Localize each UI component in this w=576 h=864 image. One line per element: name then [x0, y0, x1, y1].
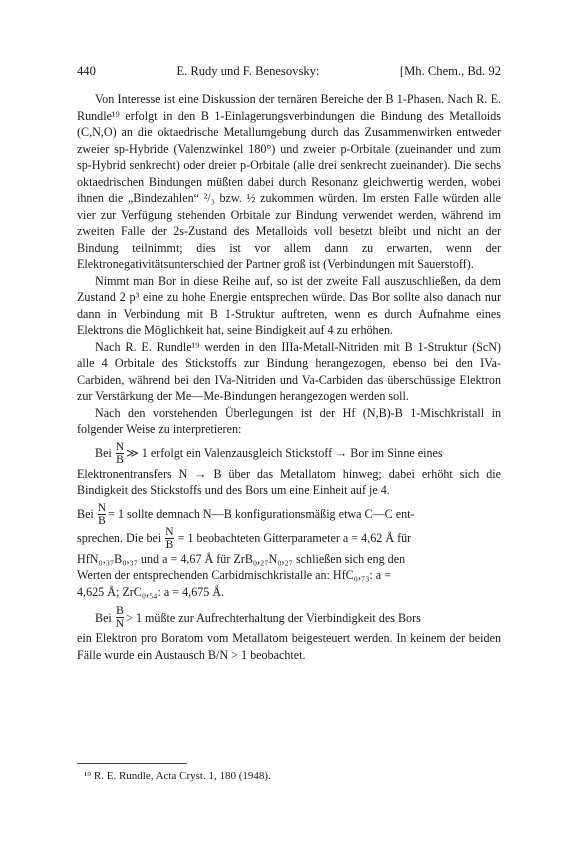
case-2-line-2	[77, 527, 501, 551]
header-journal: [Mh. Chem., Bd. 92	[399, 64, 501, 78]
paragraph-4: Nach den vorstehenden Überlegungen ist der Hf (N,B)-B 1-Mischkristall in folgender Weise zu interpretieren:	[77, 405, 501, 436]
footnote-19: ¹⁹ R. E. Rundle, Acta Cryst. 1, 180 (1948).	[84, 770, 271, 782]
case-2-text: = 1 sollte demnach N—B konfigurationsmäßig etwa C—C ent-	[108, 507, 415, 522]
running-header	[77, 63, 501, 81]
case-b-over-n-gt-1	[77, 606, 501, 630]
case-1-text: ≫ 1 erfolgt ein Valenzausgleich Stickstoff → Bor im Sinne eines	[126, 446, 443, 461]
fraction-denominator: B	[116, 453, 124, 466]
footnote-rule	[77, 763, 187, 764]
paragraph-3: Nach R. E. Rundle¹⁹ werden in den IIIa-Metall-Nitriden mit B 1-Struktur (ScN) alle 4 Orbitale des Stickstoffs zur Bindung herangezogen, ebenso bei den IVa-Carbiden, während bei den IVa-Nitriden und Va-Carbiden das überschüssige Elektron zur Verstärkung der Me—Me-Bindungen herangezogen werden soll.	[77, 339, 501, 403]
case-1-continuation: Elektronentransfers N → B über das Metallatom hinweg; dabei erhöht sich die Bindigkeit des Stickstoffs und des Bors um eine Einheit auf je 4.	[77, 466, 501, 497]
case-3-text: > 1 müßte zur Aufrechterhaltung der Vierbindigkeit des Bors	[126, 610, 421, 625]
fraction-n-over-b	[165, 527, 173, 551]
paragraph-2: Nimmt man Bor in diese Reihe auf, so ist der zweite Fall auszuschließen, da dem Zustand 2 p³ eine zu hohe Energie entsprechen würde. Das Bor sollte also danach nur dann in Verbindung mit B 1-Struktur auftreten, wenn es durch Aufnahme eines Elektrons die Möglichkeit hat, seine Bindigkeit auf 4 zu erhöhen.	[77, 273, 501, 337]
fraction-b-over-n	[116, 606, 124, 630]
fraction-denominator: B	[165, 538, 174, 551]
case-3-lead: Bei	[95, 610, 112, 625]
fraction-numerator: N	[97, 501, 107, 514]
fraction-n-over-b	[98, 503, 106, 527]
case-2-line-2-a: sprechen. Die bei	[77, 531, 162, 546]
page-number: 440	[77, 64, 96, 78]
case-2-lead: Bei	[77, 507, 94, 522]
case-n-over-b-gg-1	[77, 442, 501, 466]
case-3-continuation: ein Elektron pro Boratom vom Metallatom beigesteuert werden. In keinem der beiden Fälle wurde ein Austausch B/N > 1 beobachtet.	[77, 631, 501, 662]
case-n-over-b-eq-1	[77, 503, 501, 527]
case-2-line-2-b: = 1 beobachteten Gitterparameter a = 4,62 Å für	[177, 531, 412, 546]
fraction-denominator: B	[98, 514, 106, 527]
fraction-n-over-b	[116, 442, 124, 466]
fraction-numerator: N	[115, 440, 125, 453]
fraction-numerator: B	[116, 605, 124, 617]
lattice-parameter-line-1: HfN₀,₃₇B₀,₃₇ und a = 4,67 Å für ZrB₀,₂₇N₀,₂₇ schließen sich eng den	[77, 551, 406, 566]
paragraph-1: Von Interesse ist eine Diskussion der ternären Bereiche der B 1-Phasen. Nach R. E. Rundle¹⁹ erfolgt in den B 1-Einlagerungsverbindungen die Bindung des Metalloids (C,N,O) an die oktaedrische Metallumgebung durch das Zusammenwirken entweder zweier sp-Hybride (Valenzwinkel 180°) und zweier p-Orbitale (zueinander und zum sp-Hybrid senkrecht) oder dreier p-Orbitale (alle drei senkrecht zueinander). Die sechs oktaedrischen Bindungen müßten dabei durch Resonanz gleichwertig werden, wobei ihnen die „Bindezahlen“ ²/₃ bzw. ½ zukommen würden. Im ersten Falle würden alle vier zur Verfügung stehenden Orbitale zur Bindung verwendet werden, während im zweiten Falle der 2s-Zustand des Metalloids voll besetzt bleibt und nicht an der Bindung teilnimmt; dies ist vor allem dann zu erwarten, wenn der Elektronegativitätsunterschied der Partner groß ist (Verbindungen mit Sauerstoff).	[77, 92, 501, 271]
case-1-lead: Bei	[95, 446, 112, 461]
fraction-denominator: N	[115, 618, 125, 630]
body-text	[77, 91, 501, 663]
fraction-numerator: N	[165, 525, 174, 538]
header-authors: E. Rudy und F. Benesovsky:	[176, 64, 320, 78]
lattice-parameter-line-3: 4,625 Å; ZrC₀,₅₄: a = 4,675 Å.	[77, 584, 225, 599]
lattice-parameter-line-2: Werten der entsprechenden Carbidmischkristalle an: HfC₀,₇₃: a =	[77, 568, 392, 582]
